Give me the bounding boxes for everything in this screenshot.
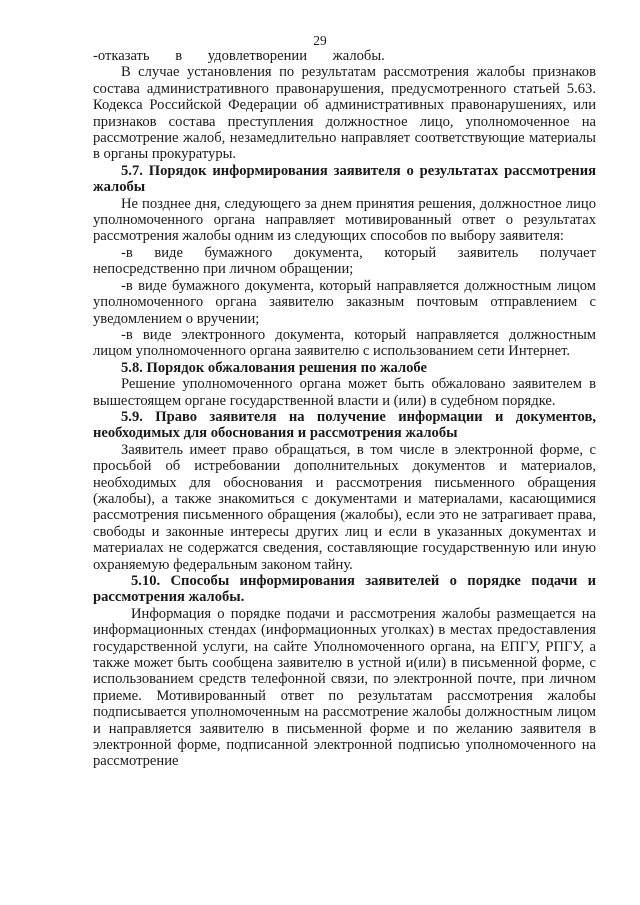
paragraph-information-methods: Информация о порядке подачи и рассмотрения жалобы размещается на информационных стендах (информационных уголках) в местах предоставления государственной услуги, на сайте Уполномоченного органа, на ЕПГУ, РПГУ, а также может быть сообщена заявителю в устной и(или) в письменной форме, с использованием средств телефонной связи, по электронной почте, при личном приеме. Мотивированный ответ по результатам рассмотрения жалобы подписывается уполномоченным на рассмотрение жалобы должностным лицом и направляется заявителю в письменной форме и по желанию заявителя в электронной форме, подписанной электронной подписью уполномоченного на рассмотрение	[93, 605, 596, 770]
list-item-electronic: -в виде электронного документа, который направляется должностным лицом уполномоченного органа заявителю с использованием сети Интернет.	[93, 326, 596, 360]
list-item-paper-mail: -в виде бумажного документа, который направляется должностным лицом уполномоченного органа заявителю заказным почтовым отправлением с уведомлением о вручении;	[93, 277, 596, 327]
page-content	[93, 48, 596, 770]
paragraph-appeal: Решение уполномоченного органа может быть обжаловано заявителем в вышестоящем органе государственной власти и (или) в судебном порядке.	[93, 376, 596, 409]
paragraph-refuse: -отказать в удовлетворении жалобы.	[93, 48, 385, 64]
page-number: 29	[313, 33, 327, 48]
heading-5-8: 5.8. Порядок обжалования решения по жалобе	[121, 359, 428, 376]
paragraph-response-methods: Не позднее дня, следующего за днем принятия решения, должностное лицо уполномоченного органа направляет мотивированный ответ о результатах рассмотрения жалобы одним из следующих способов по выбору заявителя:	[93, 195, 596, 245]
list-item-paper-personal: -в виде бумажного документа, который заявитель получает непосредственно при личном обращении;	[93, 244, 596, 278]
heading-5-7: 5.7. Порядок информирования заявителя о результатах рассмотрения жалобы	[93, 162, 596, 196]
heading-5-9: 5.9. Право заявителя на получение информации и документов, необходимых для обоснования и рассмотрения жалобы	[93, 408, 596, 442]
heading-5-10: 5.10. Способы информирования заявителей о порядке подачи и рассмотрения жалобы.	[93, 573, 596, 606]
paragraph-prosecution: В случае установления по результатам рассмотрения жалобы признаков состава административного правонарушения, предусмотренного статьей 5.63. Кодекса Российской Федерации об административных правонарушениях, или признаков состава преступления должностное лицо, уполномоченное на рассмотрение жалоб, незамедлительно направляет соответствующие материалы в органы прокуратуры.	[93, 64, 596, 163]
paragraph-applicant-rights: Заявитель имеет право обращаться, в том числе в электронной форме, с просьбой об истребовании дополнительных документов и материалов, необходимых для обоснования и рассмотрения письменного обращения (жалобы), а также знакомиться с документами и материалами, касающимися рассмотрения письменного обращения (жалобы), если это не затрагивает права, свободы и законные интересы других лиц и если в указанных документах и материалах не содержатся сведения, составляющие государственную или иную охраняемую федеральным законом тайну.	[93, 441, 596, 573]
